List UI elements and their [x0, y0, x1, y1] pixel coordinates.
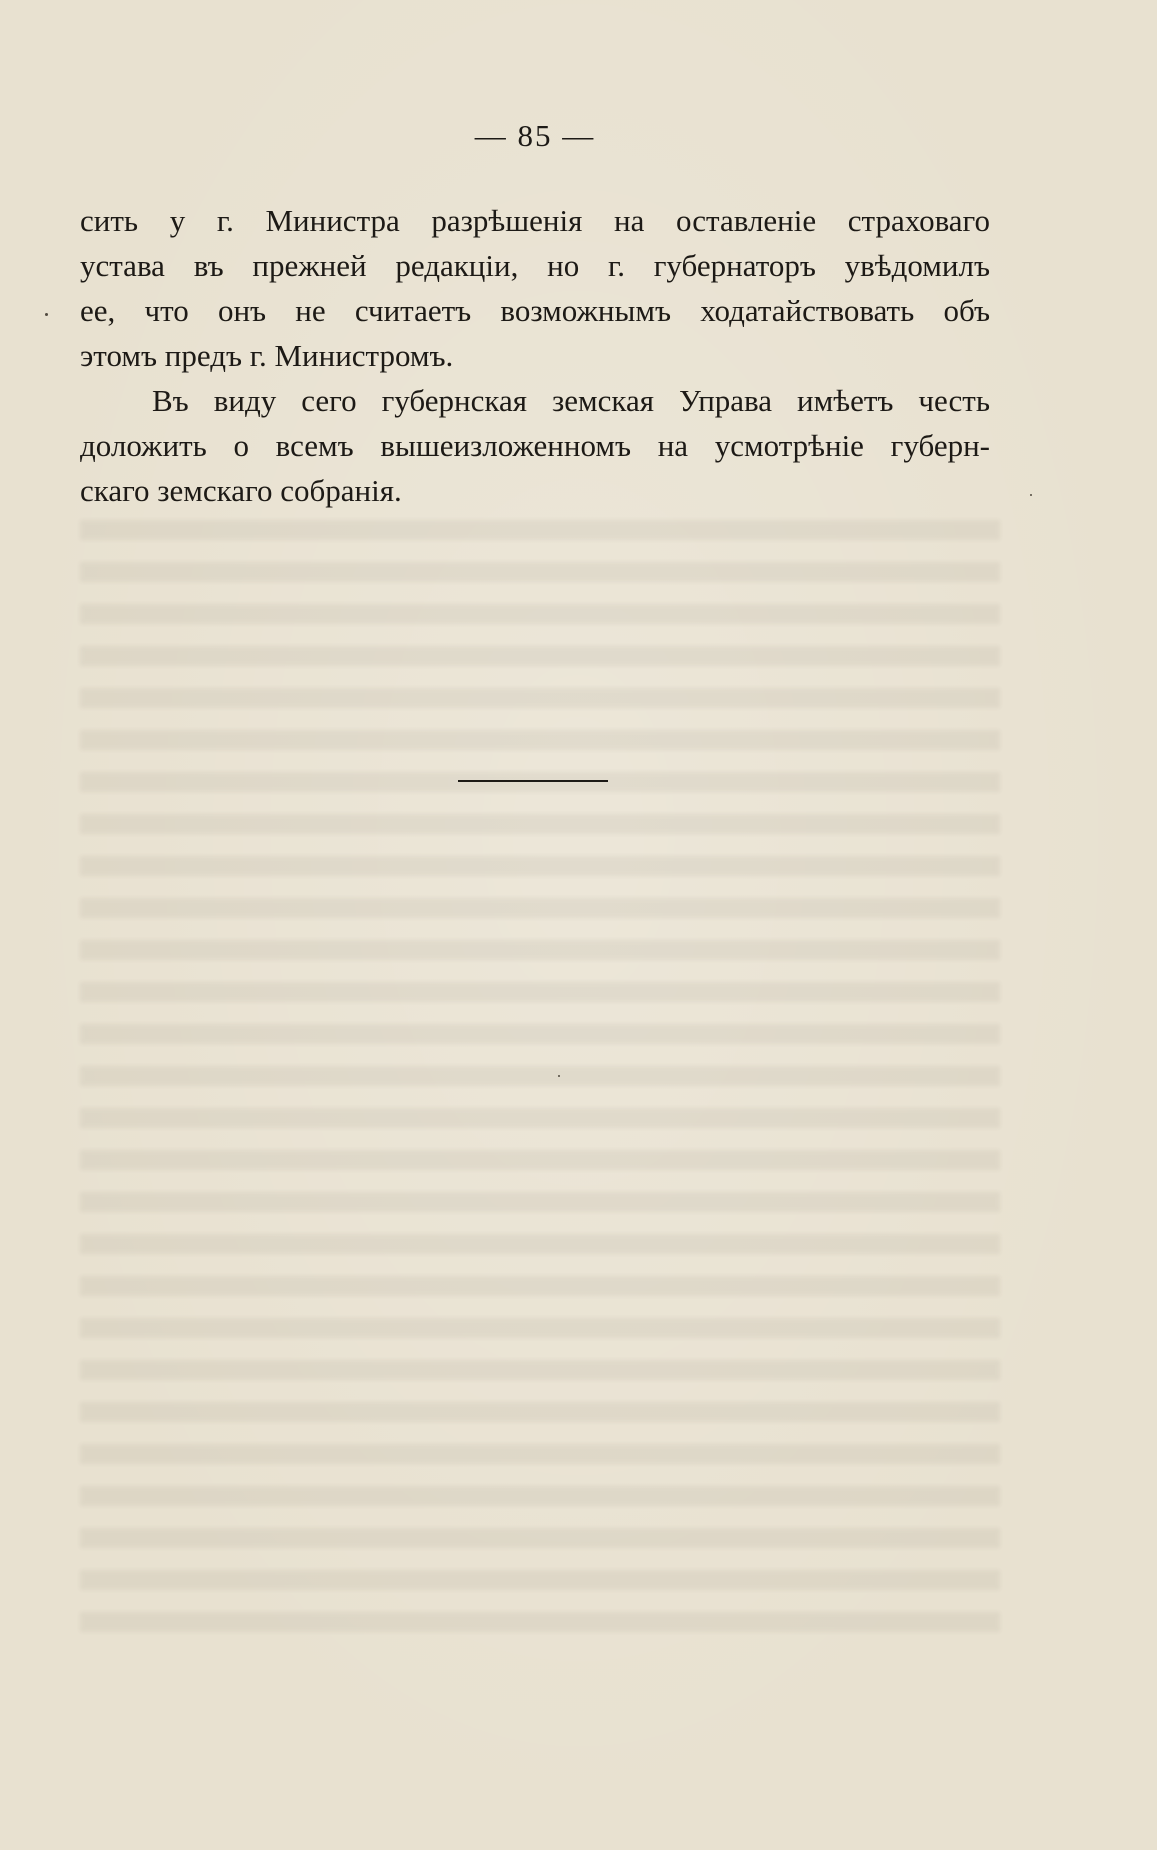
text-line: скаго земскаго собранія.: [80, 473, 402, 508]
text-line: этомъ предъ г. Министромъ.: [80, 338, 454, 373]
text-line: доложить о всемъ вышеизложенномъ на усмотрѣніе губерн-: [80, 428, 990, 463]
text-line: сить у г. Министра разрѣшенія на оставленіе страховаго: [80, 203, 990, 238]
text-line: Въ виду сего губернская земская Управа имѣетъ честь: [152, 383, 990, 418]
paragraph-1: [80, 198, 990, 378]
ink-speck: [45, 313, 48, 316]
section-divider: [458, 780, 608, 782]
text-line: устава въ прежней редакціи, но г. губернаторъ увѣдомилъ: [80, 248, 990, 283]
ink-speck: [1030, 494, 1032, 496]
ink-speck: [558, 1075, 560, 1077]
paragraph-2: [80, 378, 990, 513]
body-text: [80, 198, 990, 513]
bleed-through-shadow: [80, 520, 1000, 1640]
text-line: ее, что онъ не считаетъ возможнымъ ходатайствовать объ: [80, 293, 990, 328]
page-number: — 85 —: [474, 118, 596, 153]
